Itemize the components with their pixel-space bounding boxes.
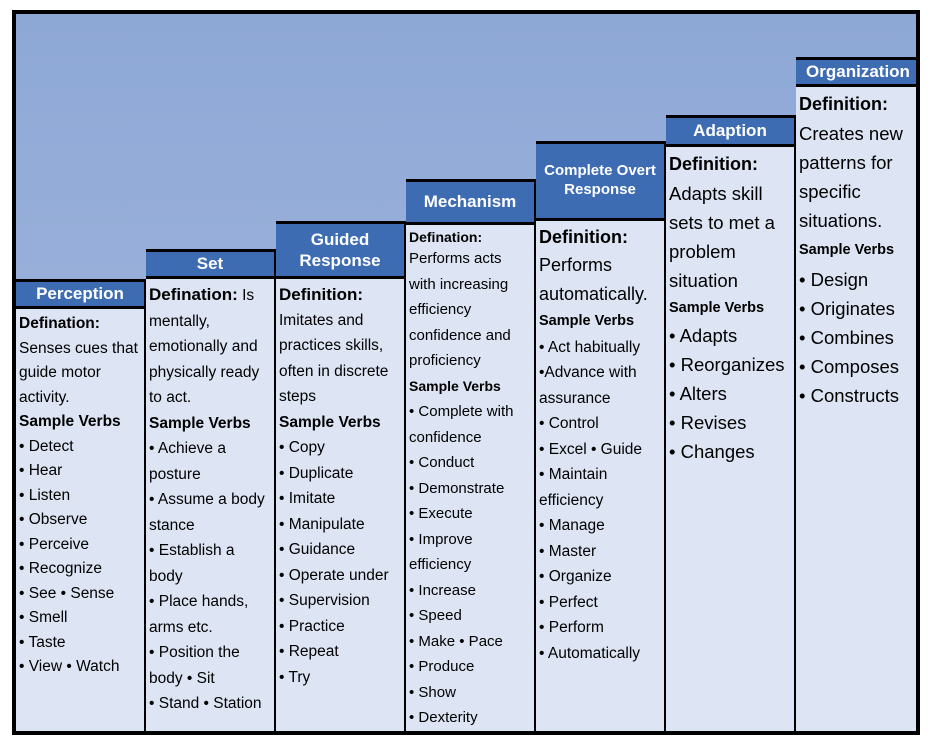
verb-list [409, 399, 532, 731]
column-title: Guided Response [299, 229, 381, 270]
list-item: • Composes [799, 356, 900, 377]
column-header [666, 115, 794, 147]
verb-list [279, 435, 402, 690]
list-item: • Perfect [539, 593, 598, 611]
verb-list [19, 435, 142, 680]
verb-list [539, 335, 662, 667]
list-item: • Achieve a posture [149, 440, 226, 483]
list-item: • Observe [19, 511, 88, 528]
list-item: • Complete with confidence [409, 403, 514, 446]
list-item: • Show [409, 683, 456, 701]
definition-label: Defination: [149, 285, 238, 304]
sample-verbs-label: Sample Verbs [669, 300, 765, 316]
list-item: • Speed [409, 607, 462, 624]
definition-label: Definition: [799, 94, 888, 114]
list-item: • Originates [799, 298, 895, 319]
column-mechanism [406, 179, 536, 731]
definition-label: Defination: [409, 229, 483, 245]
list-item: • Constructs [799, 385, 900, 406]
definition-text: Performs automatically. [539, 255, 648, 304]
sample-verbs-label: Sample Verbs [539, 313, 635, 329]
list-item: • Perceive [19, 535, 90, 553]
list-item: • Guidance [279, 541, 356, 558]
list-item: • Revises [669, 412, 747, 433]
list-item: • Improve efficiency [409, 530, 473, 573]
list-item: • Hear [19, 462, 63, 479]
list-item: • Master [539, 542, 597, 560]
verb-list [669, 321, 792, 466]
list-item: • Make • Pace [409, 632, 503, 650]
list-item: • Supervision [279, 592, 370, 609]
definition-text: Performs acts with increasing efficiency confidence and proficiency [409, 250, 511, 369]
sample-verbs-label: Sample Verbs [799, 242, 895, 258]
list-item: • Try [279, 668, 311, 686]
list-item: • Perform [539, 619, 604, 636]
definition-label: Definition: [669, 154, 758, 174]
column-title: Complete Overt Response [544, 162, 656, 198]
column-title: Adaption [693, 121, 767, 141]
list-item: • Execute [409, 505, 473, 522]
column-adaption [666, 115, 796, 731]
list-item: • Automatically [539, 644, 641, 662]
column-header [16, 279, 144, 309]
list-item: • Practice [279, 617, 345, 635]
list-item: • Repeat [279, 643, 339, 660]
sample-verbs-label: Sample Verbs [149, 414, 251, 432]
list-item: • View • Watch [19, 658, 120, 675]
list-item: • Recognize [19, 560, 102, 577]
column-complete-overt-response [536, 141, 666, 731]
column-title: Organization [806, 62, 910, 82]
column-header [536, 141, 664, 221]
column-guided-response [276, 221, 406, 731]
list-item: • See • Sense [19, 584, 115, 602]
definition-label: Definition: [279, 285, 364, 304]
list-item: • Stand • Station [149, 695, 262, 712]
list-item: • Detect [19, 437, 74, 455]
list-item: • Taste [19, 633, 66, 651]
column-title: Mechanism [423, 192, 517, 212]
list-item: • Excel • Guide [539, 440, 643, 458]
column-header [406, 179, 534, 225]
verb-list [149, 436, 272, 717]
list-item: • Dexterity [409, 709, 478, 726]
list-item: • Manipulate [279, 515, 365, 533]
list-item: • Changes [669, 441, 755, 462]
list-item: • Smell [19, 609, 68, 626]
column-title: Perception [36, 284, 124, 304]
list-item: • Control [539, 415, 599, 432]
list-item: • Conduct [409, 454, 475, 471]
list-item: • Position the body • Sit [149, 644, 240, 687]
sample-verbs-label: Sample Verbs [19, 413, 121, 430]
column-organization [796, 57, 920, 731]
list-item: • Duplicate [279, 464, 354, 482]
column-header [146, 249, 274, 279]
list-item: • Combines [799, 327, 894, 348]
verb-list [799, 265, 918, 410]
column-header [796, 57, 920, 87]
definition-text: Is mentally, emotionally and physically ready to act. [149, 287, 260, 406]
definition-text: Adapts skill sets to met a problem situation [669, 183, 775, 291]
list-item: • Place hands, arms etc. [149, 593, 249, 636]
list-item: • Design [799, 269, 869, 290]
column-header [276, 221, 404, 279]
column-title: Set [196, 254, 224, 274]
list-item: • Copy [279, 439, 325, 456]
definition-text: Creates new patterns for specific situations. [799, 123, 903, 231]
taxonomy-staircase [12, 10, 920, 735]
list-item: • Manage [539, 517, 605, 534]
list-item: • Maintain efficiency [539, 466, 608, 509]
sample-verbs-label: Sample Verbs [279, 413, 381, 431]
sample-verbs-label: Sample Verbs [409, 377, 501, 394]
list-item: • Assume a body stance [149, 491, 265, 534]
list-item: • Establish a body [149, 542, 235, 585]
list-item: • Act habitually [539, 338, 641, 356]
definition-label: Definition: [539, 227, 628, 247]
list-item: • Operate under [279, 566, 389, 584]
column-perception [16, 279, 146, 731]
definition-text: Senses cues that guide motor activity. [19, 339, 138, 406]
list-item: • Imitate [279, 490, 336, 507]
list-item: • Alters [669, 383, 727, 404]
column-set [146, 249, 276, 731]
list-item: • Organize [539, 568, 612, 585]
list-item: • Produce [409, 658, 475, 675]
list-item: • Reorganizes [669, 354, 785, 375]
list-item: • Demonstrate [409, 479, 505, 497]
list-item: •Advance with assurance [539, 364, 637, 407]
definition-label: Defination: [19, 315, 100, 332]
list-item: • Adapts [669, 325, 738, 346]
definition-text: Imitates and practices skills, often in discrete steps [279, 311, 389, 405]
list-item: • Listen [19, 486, 71, 504]
list-item: • Increase [409, 581, 476, 599]
